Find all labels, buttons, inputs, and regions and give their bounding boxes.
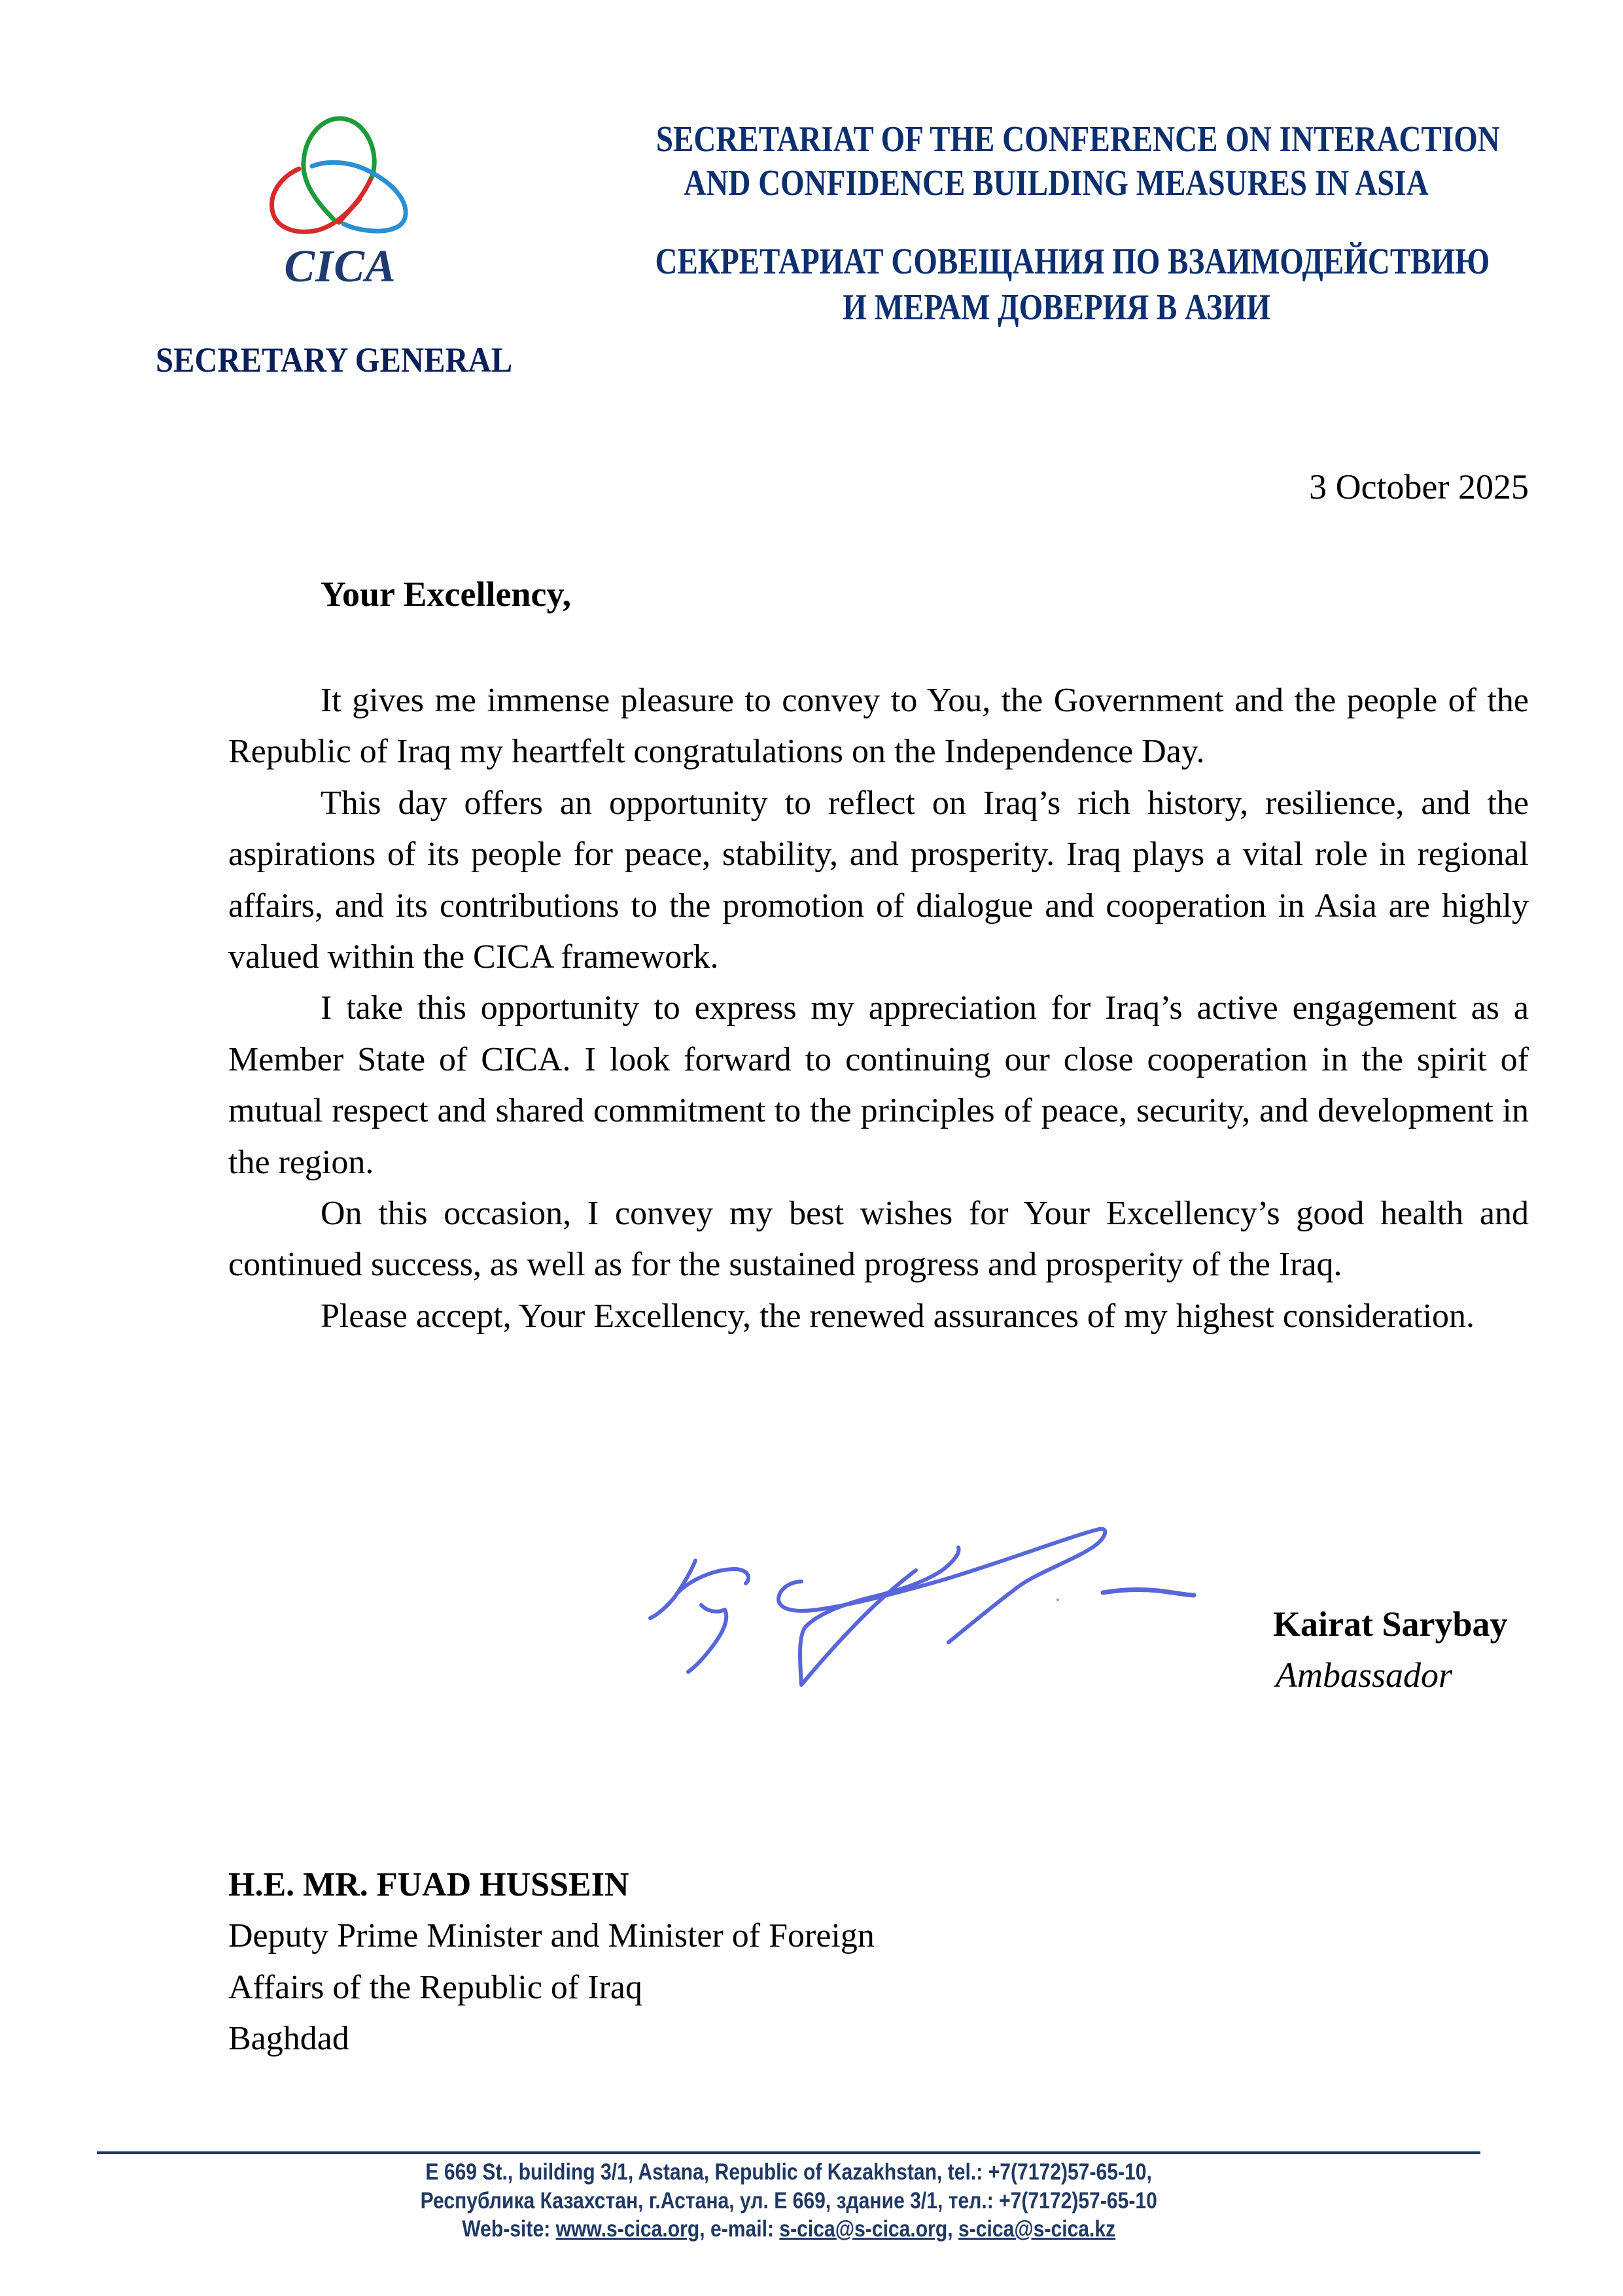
- footer-contacts-line: [462, 2215, 1115, 2244]
- website-link[interactable]: www.s-cica.org: [555, 2216, 700, 2242]
- signer-title: Ambassador: [1276, 1655, 1453, 1695]
- addressee-line-1: Deputy Prime Minister and Minister of Foreign: [228, 1917, 875, 1955]
- paragraph-wishes: On this occasion, I convey my best wishes for Your Excellency’s good health and continued success, as well as for the sustained progress and prosperity of the Iraq.: [228, 1195, 1529, 1284]
- footer-contact: [97, 2158, 1480, 2244]
- footer-divider: [97, 2151, 1480, 2154]
- letter-body: [228, 675, 1529, 1342]
- salutation: Your Excellency,: [321, 574, 571, 614]
- cica-logo-wordmark: CICA: [284, 241, 396, 292]
- addressee-name: H.E. MR. FUAD HUSSEIN: [228, 1866, 629, 1903]
- office-title: SECRETARY GENERAL: [156, 340, 513, 380]
- header-english-line-1: SECRETARIAT OF THE CONFERENCE ON INTERACTION: [655, 119, 1500, 160]
- addressee-line-2: Affairs of the Republic of Iraq: [228, 1968, 642, 2006]
- addressee-block: [228, 1860, 875, 2065]
- email-label: , e-mail:: [699, 2216, 780, 2242]
- email-link-org[interactable]: s-cica@s-cica.org: [779, 2216, 948, 2242]
- paragraph-appreciation: I take this opportunity to express my appreciation for Iraq’s active engagement as a Member State of CICA. I look forward to continuing our close cooperation in the spirit of mutual respect and shared commitment to the principles of peace, security, and development in the region.: [228, 989, 1529, 1181]
- addressee-line-3: Baghdad: [228, 2020, 349, 2058]
- email-separator: ,: [947, 2216, 958, 2242]
- signer-name: Kairat Sarybay: [1273, 1604, 1508, 1644]
- footer-address-en: E 669 St., building 3/1, Astana, Republic of Kazakhstan, tel.: +7(7172)57-65-10,: [425, 2159, 1152, 2185]
- paragraph-history: This day offers an opportunity to reflect on Iraq’s rich history, resilience, and the aspirations of its people for peace, stability, and prosperity. Iraq plays a vital role in regional affairs, and its contributions to the promotion of dialogue and cooperation in Asia are highly valued within the CICA framework.: [228, 784, 1529, 976]
- header-english: [576, 118, 1537, 205]
- cica-trefoil-rings-icon: [262, 111, 419, 249]
- letter-date: 3 October 2025: [1309, 467, 1529, 506]
- header-russian-line-1: СЕКРЕТАРИАТ СОВЕЩАНИЯ ПО ВЗАИМОДЕЙСТВИЮ: [655, 241, 1490, 282]
- paragraph-congratulations: It gives me immense pleasure to convey to You, the Government and the people of the Republic of Iraq my heartfelt congratulations on the Independence Day.: [228, 682, 1529, 771]
- header-russian: [576, 239, 1537, 330]
- header-english-line-2: AND CONFIDENCE BUILDING MEASURES IN ASIA: [684, 163, 1429, 203]
- footer-address-ru: Республика Казахстан, г.Астана, ул. Е 669, здание 3/1, тел.: +7(7172)57-65-10: [420, 2187, 1157, 2214]
- email-link-kz[interactable]: s-cica@s-cica.kz: [958, 2216, 1115, 2242]
- paragraph-closing: Please accept, Your Excellency, the renewed assurances of my highest consideration.: [321, 1297, 1475, 1335]
- website-label: Web-site:: [462, 2216, 556, 2242]
- handwritten-signature-icon: [641, 1518, 1204, 1701]
- header-russian-line-2: И МЕРАМ ДОВЕРИЯ В АЗИИ: [843, 287, 1270, 328]
